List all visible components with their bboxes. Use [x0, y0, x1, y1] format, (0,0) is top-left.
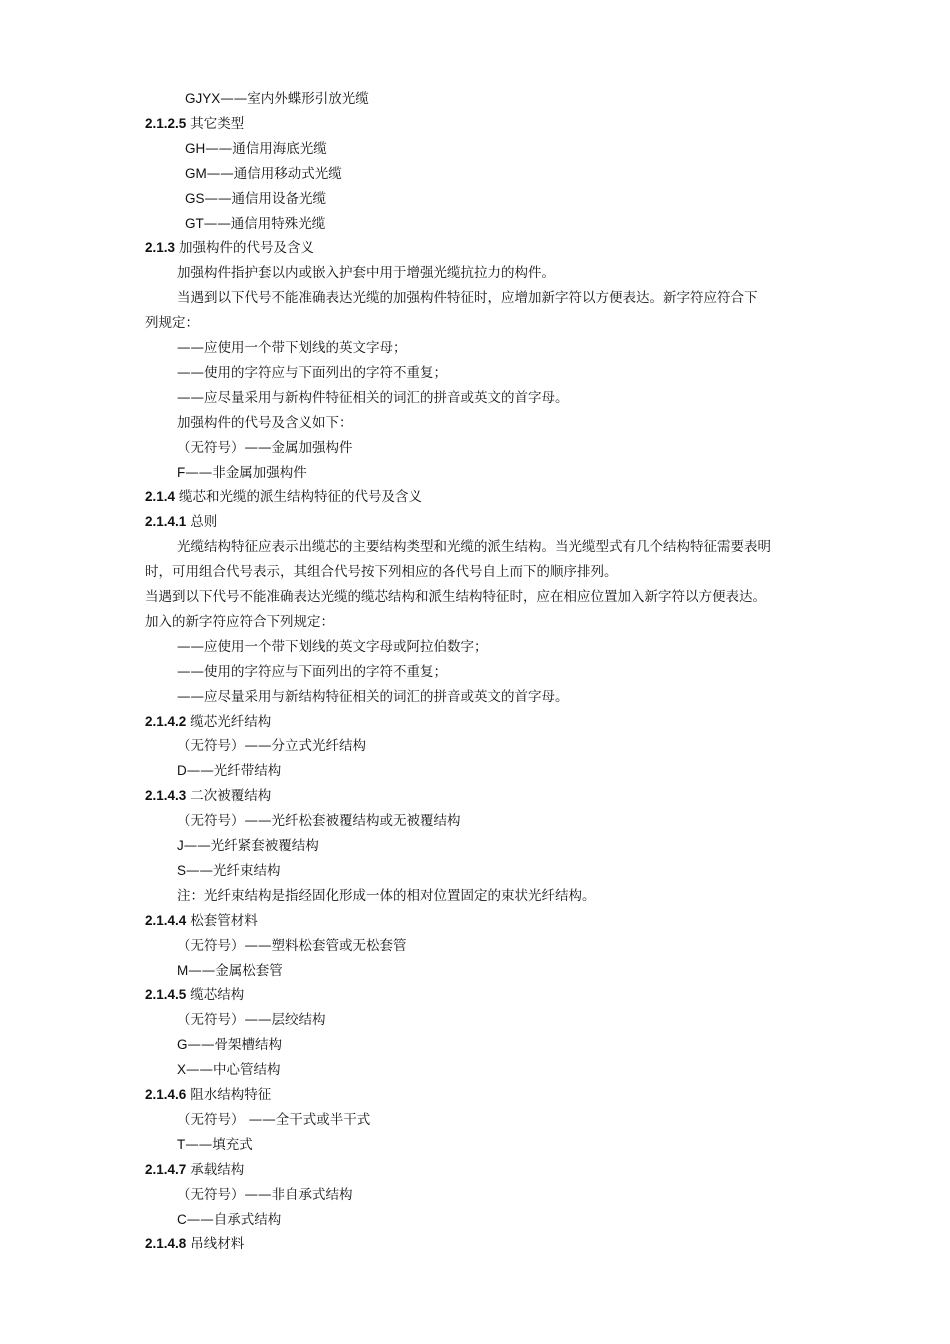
section-heading	[145, 785, 271, 807]
code-symbol: J	[177, 838, 184, 853]
line-text: 缆芯光纤结构	[190, 713, 272, 730]
section-number: 2.1.4.7	[145, 1161, 187, 1177]
text-line	[185, 163, 342, 185]
line-text: ——光纤束结构	[186, 862, 281, 879]
line-text: ——通信用设备光缆	[204, 190, 327, 207]
text-line	[185, 138, 327, 160]
line-text: ——自承式结构	[186, 1211, 282, 1228]
section-heading	[145, 237, 314, 259]
line-text: （无符号）——光纤松套被覆结构或无被覆结构	[177, 813, 461, 830]
text-line	[185, 88, 369, 110]
line-text: （无符号）——塑料松套管或无松套管	[177, 937, 407, 954]
line-text: 缆芯结构	[190, 987, 245, 1004]
section-heading	[145, 984, 244, 1006]
text-line	[177, 337, 407, 359]
line-text: 加强构件指护套以内或嵌入护套中用于增强光缆抗拉力的构件。	[177, 265, 555, 282]
text-line	[145, 586, 766, 608]
line-text: ——应尽量采用与新构件特征相关的词汇的拼音或英文的首字母。	[177, 389, 569, 406]
text-line	[177, 412, 353, 434]
text-line	[177, 735, 366, 757]
text-line	[177, 835, 319, 857]
line-text: 当遇到以下代号不能准确表达光缆的缆芯结构和派生结构特征时，应在相应位置加入新字符以方便表达。	[145, 589, 766, 605]
section-heading	[145, 1159, 244, 1181]
section-heading	[145, 910, 258, 932]
section-number: 2.1.4.8	[145, 1236, 187, 1252]
line-text: ——应使用一个带下划线的英文字母；	[177, 340, 407, 356]
line-text: ——使用的字符应与下面列出的字符不重复；	[177, 663, 447, 680]
section-number: 2.1.3	[145, 240, 176, 256]
section-heading	[145, 1233, 244, 1255]
text-line	[177, 686, 569, 708]
section-heading	[145, 711, 271, 733]
section-heading	[145, 113, 244, 135]
section-number: 2.1.4.1	[145, 514, 187, 530]
section-heading	[145, 486, 422, 508]
line-text: 时，可用组合代号表示，其组合代号按下列相应的各代号自上而下的顺序排列。	[145, 564, 618, 581]
section-number: 2.1.4.4	[145, 912, 187, 928]
line-text: 其它类型	[190, 115, 245, 132]
code-symbol: M	[177, 962, 189, 978]
text-line	[177, 362, 447, 384]
text-line	[177, 960, 283, 982]
section-number: 2.1.4.5	[145, 987, 187, 1003]
text-line	[177, 287, 758, 309]
line-text: ——骨架槽结构	[187, 1037, 283, 1054]
text-line	[177, 885, 596, 907]
code-symbol: S	[177, 862, 187, 878]
code-symbol: GM	[185, 165, 207, 181]
section-heading	[145, 511, 217, 533]
line-text: 列规定：	[145, 315, 199, 332]
section-number: 2.1.4.3	[145, 788, 187, 804]
section-number: 2.1.4.6	[145, 1087, 187, 1102]
text-line	[177, 437, 353, 459]
line-text: ——光纤紧套被覆结构	[183, 838, 319, 854]
line-text: （无符号）——金属加强构件	[177, 439, 353, 456]
code-symbol: C	[177, 1211, 187, 1227]
line-text: 光缆结构特征应表示出缆芯的主要结构类型和光缆的派生结构。当光缆型式有几个结构特征需要表明	[177, 539, 771, 556]
line-text: ——通信用移动式光缆	[206, 165, 342, 182]
line-text: 吊线材料	[190, 1236, 245, 1253]
line-text: ——使用的字符应与下面列出的字符不重复；	[177, 364, 447, 381]
text-line	[177, 1184, 353, 1206]
text-line	[177, 810, 461, 832]
text-line	[145, 312, 199, 334]
text-line	[177, 1034, 282, 1056]
text-line	[145, 561, 618, 583]
line-text: 松套管材料	[190, 912, 258, 929]
line-text: 阻水结构特征	[190, 1087, 272, 1103]
text-line	[177, 760, 281, 782]
code-symbol: F	[177, 464, 186, 480]
text-line	[177, 1109, 370, 1131]
line-text: ——通信用特殊光缆	[203, 215, 326, 232]
line-text: ——室内外蝶形引放光缆	[220, 91, 369, 107]
line-text: 注：光纤束结构是指经固化形成一体的相对位置固定的束状光纤结构。	[177, 887, 596, 904]
text-line	[177, 860, 281, 882]
text-line	[185, 188, 326, 210]
text-line	[177, 1009, 326, 1031]
line-text: 当遇到以下代号不能准确表达光缆的加强构件特征时，应增加新字符以方便表达。新字符应符合下	[177, 290, 758, 307]
line-text: ——金属松套管	[188, 962, 283, 979]
line-text: 二次被覆结构	[190, 788, 272, 805]
code-symbol: GT	[185, 215, 204, 231]
line-text: 加强构件的代号及含义如下：	[177, 414, 353, 431]
text-line	[177, 636, 488, 658]
section-number: 2.1.4.2	[145, 713, 187, 729]
code-symbol: GH	[185, 140, 206, 156]
line-text: ——通信用海底光缆	[205, 140, 327, 157]
line-text: （无符号）——非自承式结构	[177, 1186, 353, 1203]
code-symbol: D	[177, 763, 187, 779]
line-text: 总则	[190, 514, 218, 531]
text-line	[145, 611, 334, 633]
line-text: 缆芯和光缆的派生结构特征的代号及含义	[179, 489, 423, 506]
text-line	[185, 213, 325, 235]
text-line	[177, 935, 407, 957]
code-symbol: GJYX	[185, 91, 221, 106]
text-line	[177, 1134, 253, 1156]
text-line	[177, 387, 569, 409]
section-number: 2.1.4	[145, 489, 176, 505]
code-symbol: X	[177, 1062, 187, 1078]
line-text: （无符号）——分立式光纤结构	[177, 738, 366, 755]
section-heading	[145, 1084, 271, 1106]
line-text: （无符号）——层绞结构	[177, 1012, 326, 1029]
line-text: ——填充式	[185, 1136, 253, 1153]
text-line	[177, 462, 307, 484]
line-text: ——中心管结构	[186, 1062, 281, 1079]
text-line	[177, 536, 771, 558]
line-text: ——应使用一个带下划线的英文字母或阿拉伯数字；	[177, 638, 488, 655]
text-line	[177, 1209, 281, 1231]
line-text: 承载结构	[190, 1161, 245, 1178]
line-text: ——光纤带结构	[186, 763, 282, 780]
text-line	[177, 1059, 281, 1081]
line-text: ——应尽量采用与新结构特征相关的词汇的拼音或英文的首字母。	[177, 688, 569, 705]
line-text: （无符号） ——全干式或半干式	[177, 1111, 371, 1128]
code-symbol: G	[177, 1037, 188, 1053]
code-symbol: GS	[185, 190, 205, 206]
section-number: 2.1.2.5	[145, 115, 187, 131]
line-text: 加强构件的代号及含义	[179, 240, 315, 257]
line-text: ——非金属加强构件	[185, 464, 307, 481]
text-line	[177, 262, 555, 284]
text-line	[177, 661, 447, 683]
line-text: 加入的新字符应符合下列规定：	[145, 613, 334, 630]
code-symbol: T	[177, 1136, 186, 1152]
